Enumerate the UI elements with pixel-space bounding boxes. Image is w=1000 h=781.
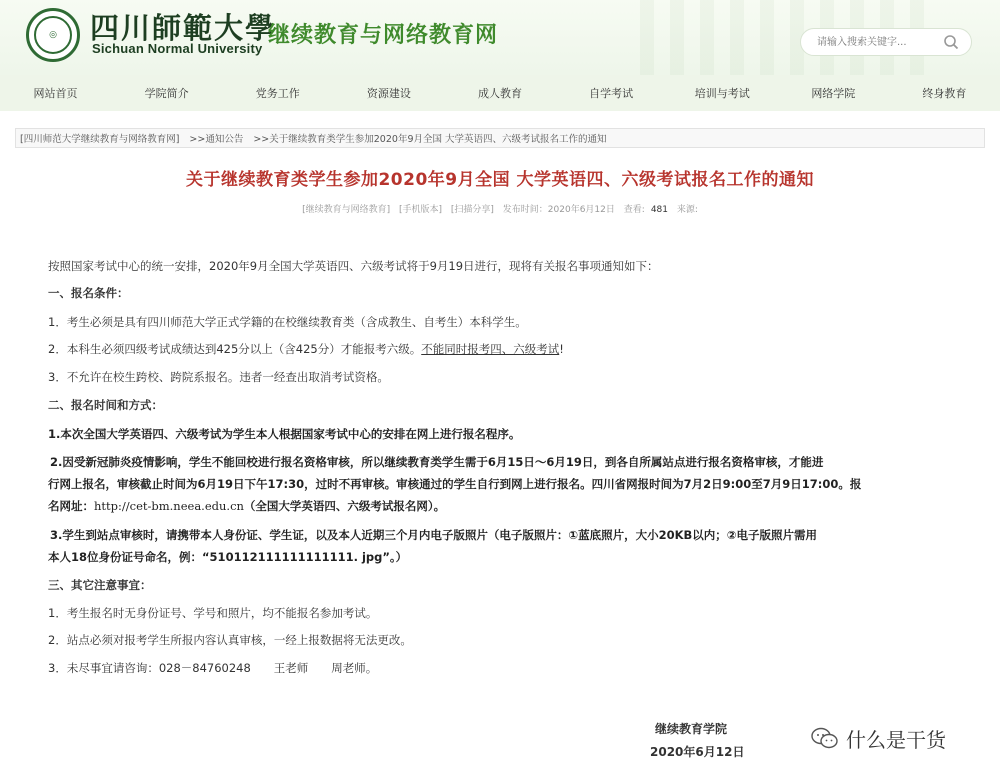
section-2-item-1: 1.本次全国大学英语四、六级考试为学生本人根据国家考试中心的安排在网上进行报名程序。: [48, 427, 521, 441]
search-icon[interactable]: [943, 34, 959, 50]
meta-source[interactable]: [继续教育与网络教育]: [302, 205, 391, 215]
meta-mobile-version[interactable]: [手机版本]: [398, 205, 443, 215]
meta-views-count: 481: [650, 205, 668, 215]
section-1-item-1: 1．考生必须是具有四川师范大学正式学籍的在校继续教育类（含成教生、自考生）本科学生。: [48, 315, 527, 329]
section-2-item-2-line-3: [48, 498, 445, 514]
url-description: （全国大学英语四、六级考试报名网）。: [243, 499, 446, 513]
section-1-item-2-end: !: [559, 342, 564, 356]
intro-paragraph: 按照国家考试中心的统一安排，2020年9月全国大学英语四、六级考试将于9月19日进行，现将有关报名事项通知如下：: [48, 259, 659, 273]
section-1-item-2-warning: 不能同时报考四、六级考试: [421, 342, 560, 356]
search-input[interactable]: [801, 29, 931, 55]
section-3-item-3: 3．未尽事宜请咨询：028－84760248 王老师 周老师。: [48, 661, 378, 675]
registration-url-link[interactable]: http://cet-bm.neea.edu.cn: [94, 499, 244, 513]
wechat-watermark: [810, 724, 946, 753]
nav-home[interactable]: 网站首页: [33, 87, 78, 100]
nav-self-study-exam[interactable]: 自学考试: [589, 87, 634, 100]
emblem-inner: ◎: [34, 16, 72, 54]
nav-about[interactable]: 学院简介: [144, 87, 189, 100]
section-2-item-3-line-1: 3.学生到站点审核时，请携带本人身份证、学生证，以及本人近期三个月内电子版照片（电子版照片：①蓝底照片，大小20KB以内；②电子版照片需用: [50, 528, 818, 542]
signature-date: 2020年6月12日: [650, 745, 745, 759]
breadcrumb-site[interactable]: [四川师范大学继续教育与网络教育网]: [20, 134, 180, 145]
nav-resources[interactable]: 资源建设: [366, 87, 411, 100]
section-2-item-2-line-2: 行网上报名，审核截止时间为6月19日下午17:30，过时不再审核。审核通过的学生自行到网上进行报名。四川省网报时间为7月2日9:00至7月9日17:00。报: [48, 477, 862, 491]
logo-chinese-name[interactable]: 四川師範大學: [90, 11, 277, 45]
nav-training-exam[interactable]: 培训与考试: [694, 87, 750, 100]
section-3-item-1: 1．考生报名时无身份证号、学号和照片，均不能报名参加考试。: [48, 606, 378, 620]
section-3-item-2: 2．站点必须对报考学生所报内容认真审核，一经上报数据将无法更改。: [48, 633, 412, 647]
section-1-title: 一、报名条件：: [48, 286, 129, 300]
wechat-icon: [810, 726, 840, 752]
meta-from: 来源:: [676, 205, 698, 215]
nav-lifelong-education[interactable]: 终身教育: [922, 87, 967, 100]
search-box: [800, 28, 972, 56]
article-title: 关于继续教育类学生参加2020年9月全国 大学英语四、六级考试报名工作的通知: [185, 170, 815, 190]
breadcrumb-current[interactable]: >>关于继续教育类学生参加2020年9月全国 大学英语四、六级考试报名工作的通知: [253, 134, 607, 145]
meta-views-label: 查看:: [623, 205, 645, 215]
meta-publish-time: 发布时间：2020年6月12日: [502, 205, 615, 215]
section-1-item-2-text: 2．本科生必须四级考试成绩达到425分以上（含425分）才能报考六级。: [48, 342, 422, 356]
nav-online-college[interactable]: 网络学院: [811, 87, 856, 100]
university-emblem-icon[interactable]: [26, 8, 80, 62]
signature-org: 继续教育学院: [655, 722, 728, 736]
section-2-item-2-line-1: 2.因受新冠肺炎疫情影响，学生不能回校进行报名资格审核，所以继续教育类学生需于6月15日～6月19日，到各自所属站点进行报名资格审核，才能进: [50, 455, 824, 469]
article-meta: [0, 202, 1000, 215]
url-label: 名网址：: [48, 499, 94, 513]
logo-english-name[interactable]: Sichuan Normal University: [92, 41, 263, 56]
site-header: [0, 0, 1000, 75]
site-title[interactable]: 继续教育与网络教育网: [268, 23, 499, 48]
breadcrumb: [15, 128, 985, 148]
meta-scan-share[interactable]: [扫描分享]: [450, 205, 494, 215]
nav-adult-education[interactable]: 成人教育: [477, 87, 522, 100]
section-1-item-2: [48, 341, 564, 357]
section-2-title: 二、报名时间和方式：: [48, 398, 163, 412]
section-3-title: 三、其它注意事宜：: [48, 578, 152, 592]
section-1-item-3: 3．不允许在校生跨校、跨院系报名。违者一经查出取消考试资格。: [48, 370, 389, 384]
section-2-item-3-line-2: 本人18位身份证号命名，例：“510112111111111111. jpg”。）: [48, 550, 408, 564]
watermark-text: 什么是干货: [846, 728, 946, 752]
breadcrumb-notices[interactable]: >>通知公告: [189, 134, 244, 145]
main-navigation: [0, 75, 1000, 111]
nav-party[interactable]: 党务工作: [255, 87, 300, 100]
